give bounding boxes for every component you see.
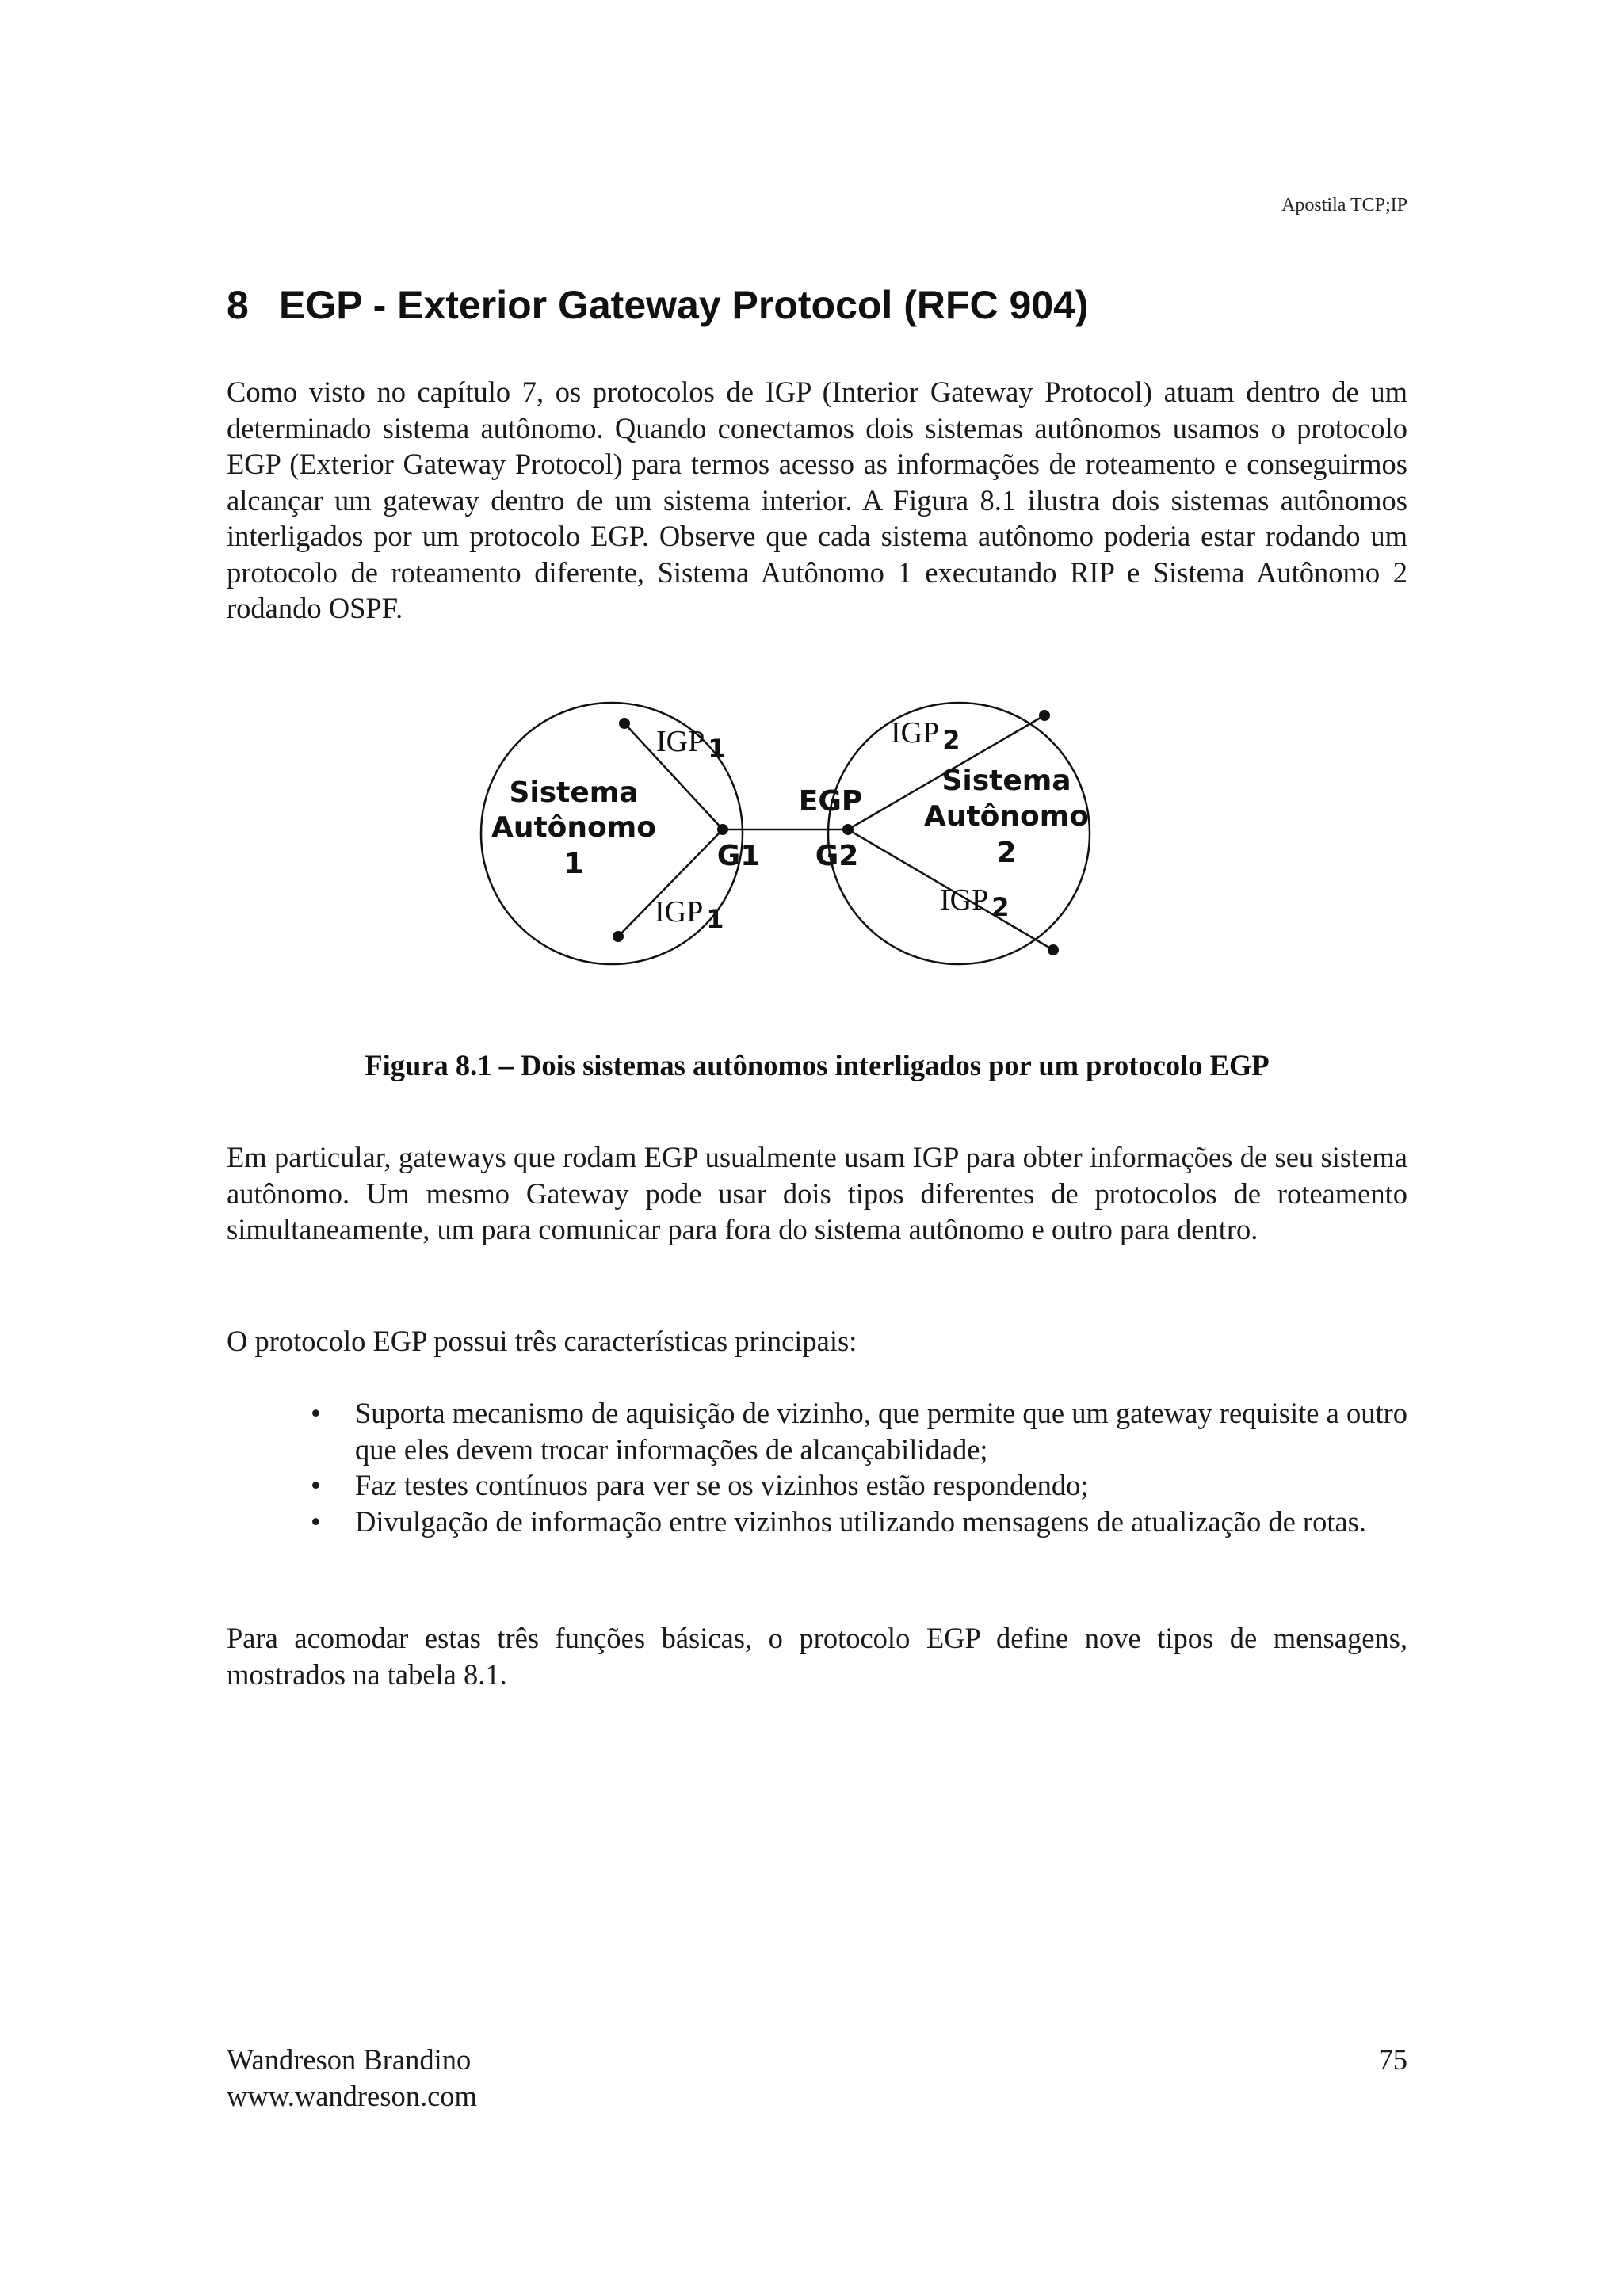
as2-upper-router-node [1039,710,1050,721]
as2-label-line2: Autônomo [923,800,1090,833]
features-list [309,1395,1407,1539]
list-item [309,1467,1407,1504]
list-item-text: Divulgação de informação entre vizinhos utilizando mensagens de atualização de rotas. [355,1505,1366,1538]
list-item [309,1504,1407,1540]
running-header: Apostila TCP;IP [1281,195,1407,215]
chapter-title-text: EGP - Exterior Gateway Protocol (RFC 904) [279,283,1089,327]
chapter-number: 8 [227,283,249,327]
as2-label-line3: 2 [996,837,1017,869]
igp2-lower-text: IGP [940,883,989,917]
gateway-g2-node [842,824,854,835]
as1-upper-router-node [619,718,630,729]
page-number: 75 [1378,2043,1407,2076]
bullet-icon: • [311,1505,321,1538]
igp2-lower-sub: 2 [991,892,1010,922]
egp-diagram-svg [468,658,1201,1018]
list-item [309,1395,1407,1467]
figure-caption: Figura 8.1 – Dois sistemas autônomos interligados por um protocolo EGP [365,1049,1270,1081]
igp2-upper-sub: 2 [942,725,960,755]
egp-link-label: EGP [798,785,863,818]
features-intro-paragraph: O protocolo EGP possui três características principais: [227,1325,857,1357]
gateways-paragraph: Em particular, gateways que rodam EGP usualmente usam IGP para obter informações de seu sistema autônomo. Um mesmo Gateway pode usar dois tipos diferentes de protocolos de roteamento simultaneamente, um para comunicar para fora do sistema autônomo e outro para dentro. [227,1141,1407,1245]
as1-label-line2: Autônomo [491,811,657,844]
igp2-upper-text: IGP [891,716,940,749]
gateway-g1-node [717,824,728,835]
bullet-icon: • [311,1469,321,1501]
figure-egp-diagram [468,658,1201,1018]
closing-paragraph: Para acomodar estas três funções básicas, o protocolo EGP define nove tipos de mensagens, mostrados na tabela 8.1. [227,1622,1407,1691]
gateway-g1-label: G1 [716,840,761,872]
as1-lower-router-node [613,931,624,942]
as2-label-line1: Sistema [941,765,1071,797]
igp1-lower-sub: 1 [706,904,724,934]
igp1-lower-text: IGP [655,895,704,929]
list-item-text: Faz testes contínuos para ver se os vizinhos estão respondendo; [355,1469,1089,1501]
footer-author: Wandreson Brandino [227,2043,472,2076]
footer-website-link[interactable]: www.wandreson.com [227,2080,477,2112]
igp1-upper-sub: 1 [708,734,726,764]
as2-lower-router-node [1048,944,1059,955]
as1-label-line1: Sistema [509,776,639,809]
list-item-text: Suporta mecanismo de aquisição de vizinho, que permite que um gateway requisite a outro que eles devem trocar informações de alcançabilidade; [355,1397,1407,1466]
chapter-title [227,282,1407,328]
intro-paragraph: Como visto no capítulo 7, os protocolos de IGP (Interior Gateway Protocol) atuam dentro de um determinado sistema autônomo. Quando conectamos dois sistemas autônomos usamos o protocolo EGP (Exterior Gateway Protocol) para termos acesso as informações de roteamento e conseguirmos alcançar um gateway dentro de um sistema interior. A Figura 8.1 ilustra dois sistemas autônomos interligados por um protocolo EGP. Observe que cada sistema autônomo poderia estar rodando um protocolo de roteamento diferente, Sistema Autônomo 1 executando RIP e Sistema Autônomo 2 rodando OSPF. [227,376,1407,624]
igp1-upper-text: IGP [656,725,705,758]
bullet-icon: • [311,1397,321,1429]
gateway-g2-label: G2 [815,840,859,872]
as1-label-line3: 1 [563,848,584,880]
